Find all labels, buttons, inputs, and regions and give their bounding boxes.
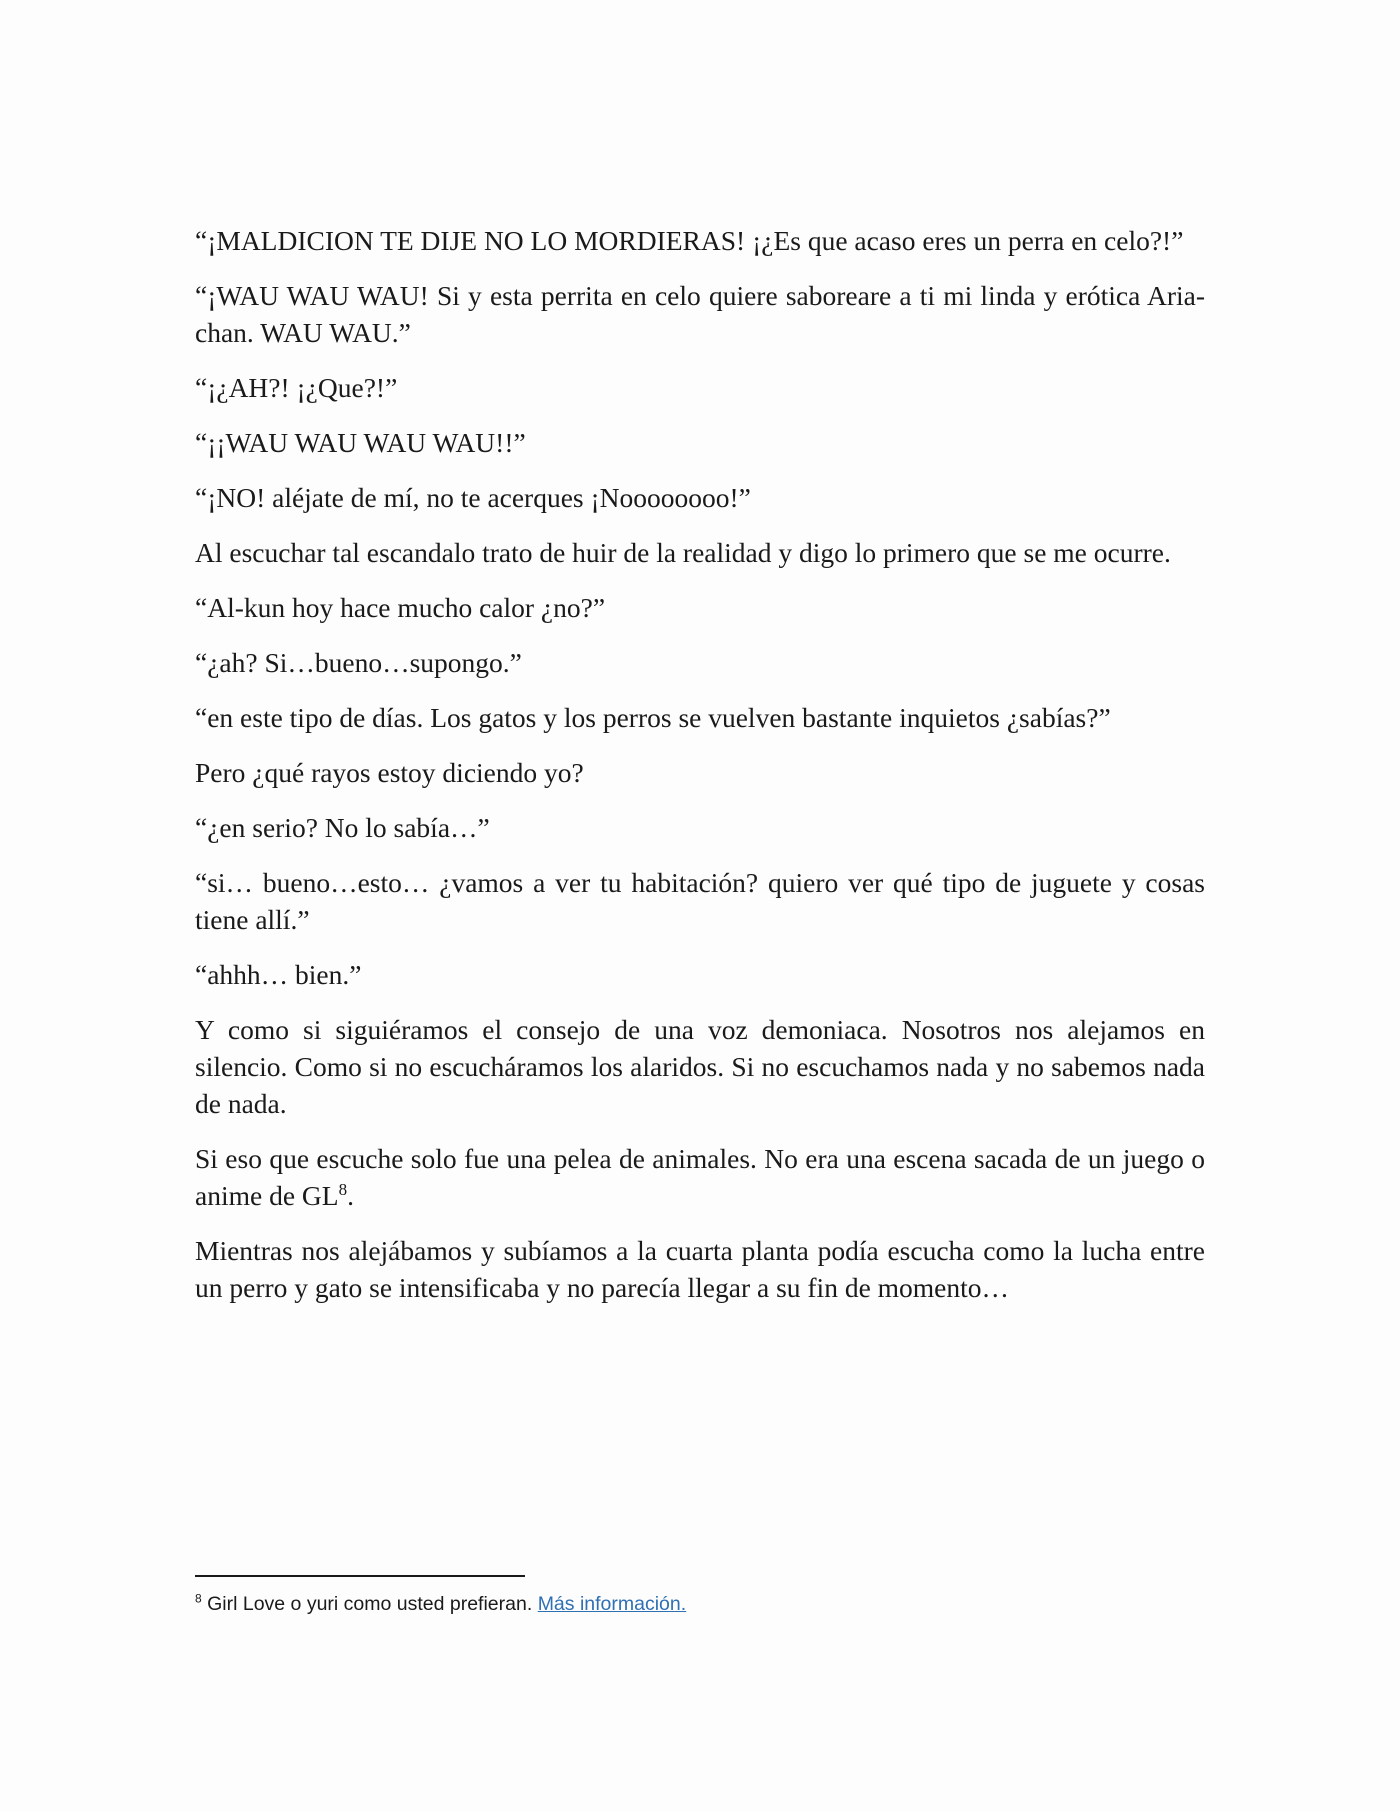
paragraph: Al escuchar tal escandalo trato de huir de la realidad y digo lo primero que se me ocurre. [195, 537, 1171, 568]
paragraph: “si… bueno…esto… ¿vamos a ver tu habitación? quiero ver qué tipo de juguete y cosas tiene allí.” [195, 867, 1205, 935]
footnote-reference[interactable]: 8 [338, 1179, 348, 1199]
paragraph: “en este tipo de días. Los gatos y los perros se vuelven bastante inquietos ¿sabías?” [195, 702, 1111, 733]
paragraph-end: . [347, 1180, 354, 1211]
footnote-separator [195, 1575, 525, 1577]
paragraph: “ahhh… bien.” [195, 959, 362, 990]
paragraph: “¿en serio? No lo sabía…” [195, 812, 490, 843]
paragraph: Pero ¿qué rayos estoy diciendo yo? [195, 757, 584, 788]
paragraph: “¡WAU WAU WAU! Si y esta perrita en celo quiere saboreare a ti mi linda y erótica Aria-chan. WAU WAU.” [195, 280, 1205, 348]
paragraph: Y como si siguiéramos el consejo de una voz demoniaca. Nosotros nos alejamos en silencio. Como si no escucháramos los alaridos. Si no escuchamos nada y no sabemos nada de nada. [195, 1014, 1205, 1119]
footnote [195, 1591, 686, 1617]
paragraph: “¡¿AH?! ¡¿Que?!” [195, 372, 398, 403]
paragraph: “¿ah? Si…bueno…supongo.” [195, 647, 522, 678]
paragraph: “Al-kun hoy hace mucho calor ¿no?” [195, 592, 606, 623]
paragraph-text: Si eso que escuche solo fue una pelea de animales. No era una escena sacada de un juego o anime de GL [195, 1143, 1205, 1211]
body-text [195, 222, 1205, 1324]
final-paragraph: Mientras nos alejábamos y subíamos a la cuarta planta podía escucha como la lucha entre un perro y gato se intensificaba y no parecía llegar a su fin de momento… [195, 1235, 1205, 1303]
more-info-link[interactable]: Más información. [537, 1593, 687, 1615]
paragraph-with-footnote [195, 1140, 1205, 1214]
paragraph: “¡¡WAU WAU WAU WAU!!” [195, 427, 526, 458]
footnote-number: 8 [195, 1591, 202, 1606]
paragraph: “¡NO! aléjate de mí, no te acerques ¡Noooooooo!” [195, 482, 751, 513]
paragraph: “¡MALDICION TE DIJE NO LO MORDIERAS! ¡¿Es que acaso eres un perra en celo?!” [195, 225, 1184, 256]
footnote-text: Girl Love o yuri como usted prefieran. [201, 1593, 538, 1615]
